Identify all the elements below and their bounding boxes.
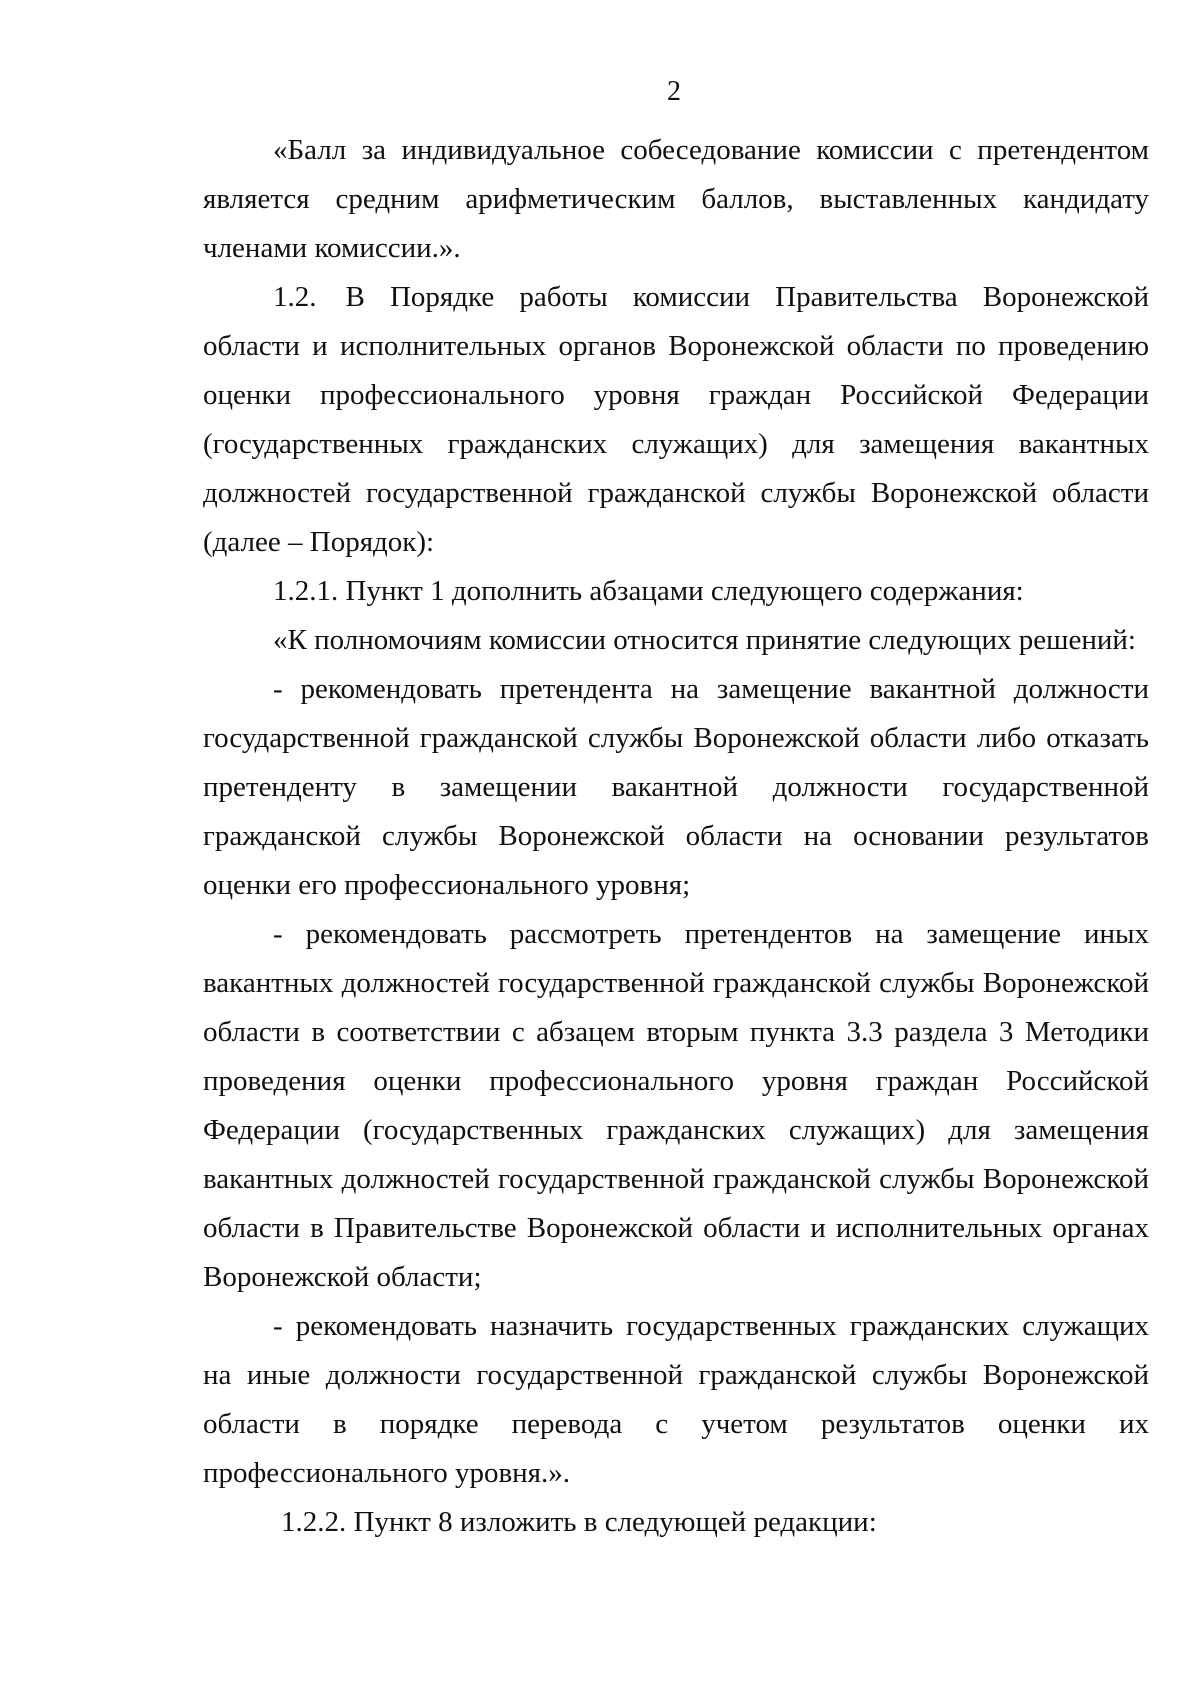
paragraph-recommend-transfer: - рекомендовать назначить государственных гражданских служащих на иные должности государственной гражданской службы Воронежской области в порядке перевода с учетом результатов оценки их профессионального уровня.». (203, 1310, 1149, 1489)
paragraph-commission-powers: «К полномочиям комиссии относится принятие следующих решений: (273, 624, 1136, 656)
paragraph-recommend-candidate: - рекомендовать претендента на замещение вакантной должности государственной гражданской службы Воронежской области либо отказать претенденту в замещении вакантной должности государственной гражданской службы Воронежской области на основании результатов оценки его профессионального уровня; (203, 673, 1149, 901)
paragraph-1-2-2: 1.2.2. Пункт 8 изложить в следующей редакции: (281, 1506, 877, 1538)
paragraph-score-definition: «Балл за индивидуальное собеседование комиссии с претендентом является средним арифметическим баллов, выставленных кандидату членами комиссии.». (203, 134, 1149, 264)
document-body (203, 126, 1149, 1547)
paragraph-recommend-other-positions: - рекомендовать рассмотреть претендентов на замещение иных вакантных должностей государственной гражданской службы Воронежской области в соответствии с абзацем вторым пункта 3.3 раздела 3 Методики проведения оценки профессионального уровня граждан Российской Федерации (государственных гражданских служащих) для замещения вакантных должностей государственной гражданской службы Воронежской области в Правительстве Воронежской области и исполнительных органах Воронежской области; (203, 918, 1149, 1293)
paragraph-1-2-1: 1.2.1. Пункт 1 дополнить абзацами следующего содержания: (273, 575, 1024, 607)
paragraph-1-2-procedure: 1.2. В Порядке работы комиссии Правительства Воронежской области и исполнительных органов Воронежской области по проведению оценки профессионального уровня граждан Российской Федерации (государственных гражданских служащих) для замещения вакантных должностей государственной гражданской службы Воронежской области (далее – Порядок): (203, 281, 1149, 558)
page-number: 2 (667, 76, 681, 107)
